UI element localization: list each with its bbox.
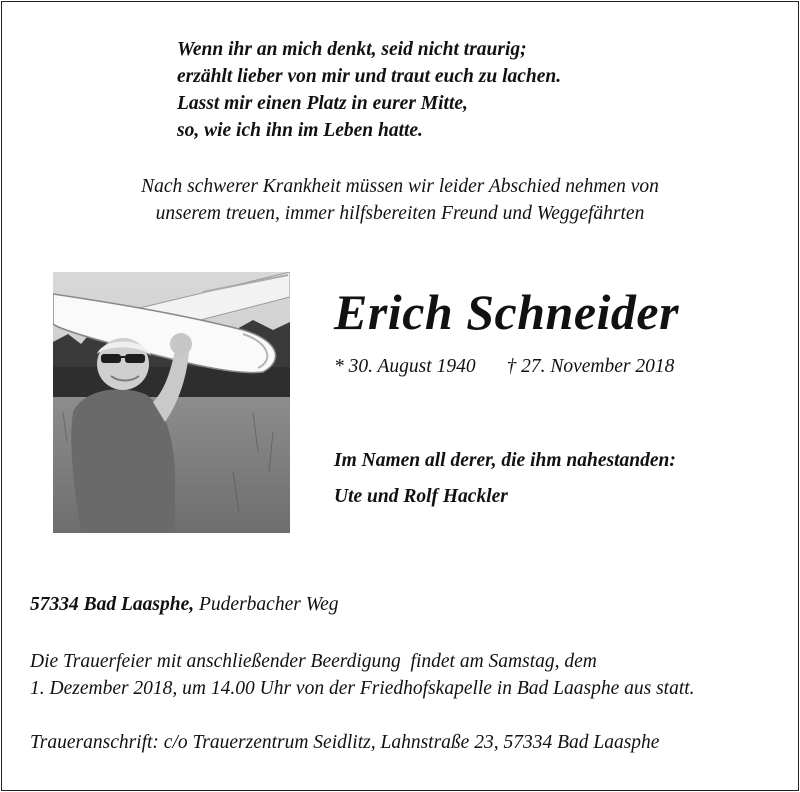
birth-date: * 30. August 1940 (334, 356, 476, 377)
address (30, 594, 339, 616)
poem-line: Lasst mir einen Platz in eurer Mitte, (177, 93, 468, 114)
poem-line: erzählt lieber von mir und traut euch zu lachen. (177, 66, 562, 87)
intro-line: unserem treuen, immer hilfsbereiten Freund und Weggefährten (155, 203, 645, 224)
address-city: 57334 Bad Laasphe, (30, 594, 195, 615)
poem-line: Wenn ihr an mich denkt, seid nicht traurig; (177, 39, 527, 60)
mourning-address: Traueranschrift: c/o Trauerzentrum Seidlitz, Lahnstraße 23, 57334 Bad Laasphe (30, 732, 660, 753)
intro-text (0, 173, 800, 227)
address-street: Puderbacher Weg (199, 594, 339, 615)
poem-line: so, wie ich ihn im Leben hatte. (177, 120, 423, 141)
ceremony-line: Die Trauerfeier mit anschließender Beerdigung findet am Samstag, dem (30, 651, 597, 672)
death-date: † 27. November 2018 (506, 356, 675, 377)
portrait-photo-svg (53, 272, 290, 533)
ceremony-text (30, 648, 695, 702)
mourners-names: Ute und Rolf Hackler (334, 486, 508, 507)
intro-line: Nach schwerer Krankheit müssen wir leider Abschied nehmen von (141, 176, 659, 197)
life-dates (334, 356, 674, 378)
poem (177, 36, 561, 144)
ceremony-line: 1. Dezember 2018, um 14.00 Uhr von der Friedhofskapelle in Bad Laasphe aus statt. (30, 678, 695, 699)
portrait-photo (53, 272, 290, 533)
mourners-heading: Im Namen all derer, die ihm nahestanden: (334, 450, 676, 471)
deceased-name: Erich Schneider (334, 284, 680, 340)
